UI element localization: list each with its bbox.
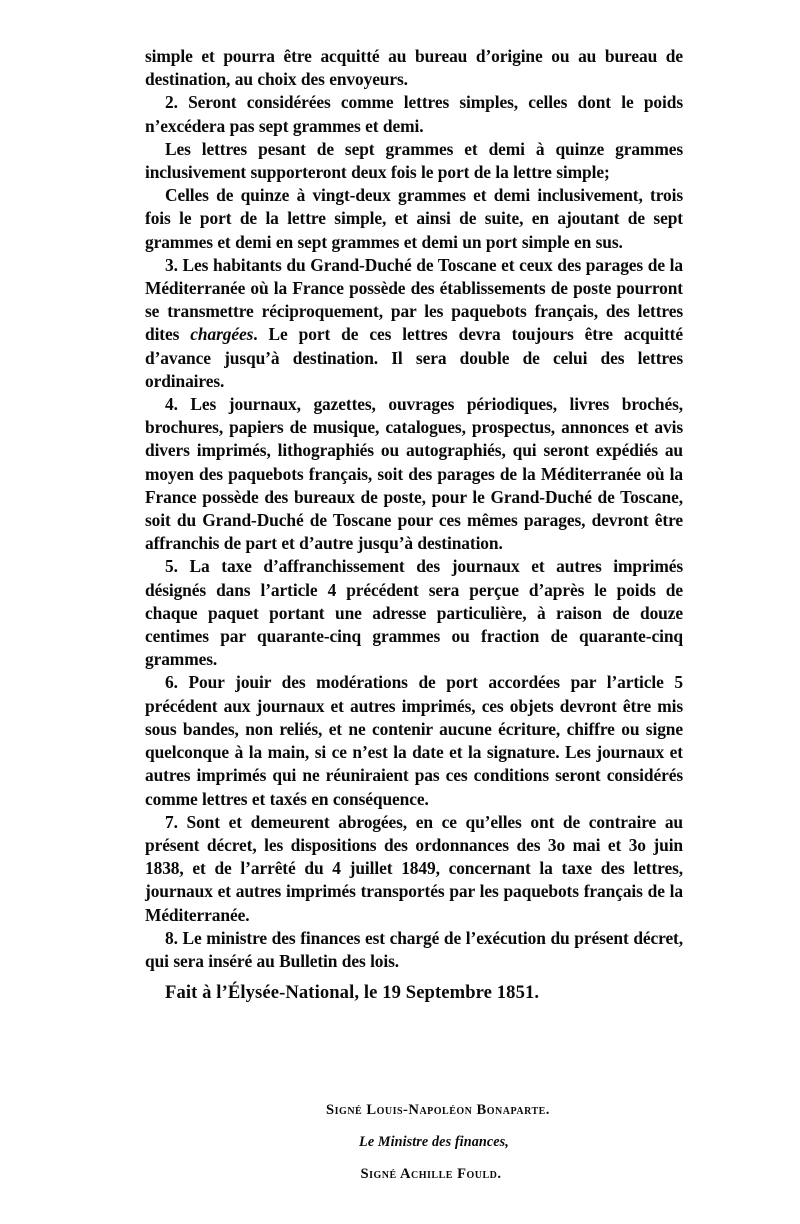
document-text-block (145, 45, 683, 1006)
paragraph-celles-de-quinze: Celles de quinze à vingt-deux grammes et demi inclusivement, trois fois le port de la lettre simple, et ainsi de suite, en ajoutant de sept grammes et demi en sept grammes et demi un port simple en sus. (145, 185, 683, 252)
paragraph-article-7: 7. Sont et demeurent abrogées, en ce qu’elles ont de contraire au présent décret, les dispositions des ordonnances des 3o mai et 3o juin 1838, et de l’arrêté du 4 juillet 1849, concernant la taxe des lettres, journaux et autres imprimés transportés par les paquebots français de la Méditerranée. (145, 811, 683, 925)
paragraph-article-8: 8. Le ministre des finances est chargé de l’exécution du présent décret, qui sera inséré au Bulletin des lois. (145, 927, 683, 971)
paragraph-article-3-text-before: 3. Les habitants du Grand-Duché de Toscane et ceux des parages de la Méditerranée où la France possède des établissements de poste pourront se transmettre réciproquement, par les paquebots français, des lettres dites (145, 254, 683, 345)
paragraph-article-3 (145, 254, 683, 393)
closing-date-line: Fait à l’Élysée-National, le 19 Septembre 1851. (165, 982, 540, 1004)
paragraph-article-6: 6. Pour jouir des modérations de port accordées par l’article 5 précédent aux journaux et autres imprimés, ces objets devront être mis sous bandes, non reliés, et ne contenir aucune écriture, chiffre ou signe quelconque à la main, si ce n’est la date et la signature. Les journaux et autres imprimés qui ne réuniraient pas ces conditions seront considérés comme lettres et taxés en conséquence. (145, 672, 683, 809)
paragraph-continuation: simple et pourra être acquitté au bureau d’origine ou au bureau de destination, au choix des envoyeurs. (145, 46, 683, 90)
paragraph-article-3-text-after: . Le port de ces lettres devra toujours être acquitté d’avance jusqu’à destination. Il sera double de celui des lettres ordinaires. (145, 324, 683, 391)
paragraph-lettres-pesant: Les lettres pesant de sept grammes et demi à quinze grammes inclusivement supporteront deux fois le port de la lettre simple; (145, 138, 683, 183)
signature-minister: Signé Achille Fould. (360, 1166, 502, 1182)
italic-term-chargees: chargées (190, 324, 254, 345)
signature-minister-title: Le Ministre des finances, (359, 1134, 509, 1150)
signature-head-of-state: Signé Louis-Napoléon Bonaparte. (326, 1102, 550, 1118)
paragraph-article-2: 2. Seront considérées comme lettres simples, celles dont le poids n’excédera pas sept grammes et demi. (145, 92, 683, 136)
paragraph-article-5: 5. La taxe d’affranchissement des journaux et autres imprimés désignés dans l’article 4 précédent sera perçue d’après le poids de chaque paquet portant une adresse particulière, à raison de douze centimes par quarante-cinq grammes ou fraction de quarante-cinq grammes. (145, 556, 683, 670)
signature-block (145, 1098, 683, 1187)
paragraph-article-4: 4. Les journaux, gazettes, ouvrages périodiques, livres brochés, brochures, papiers de musique, catalogues, prospectus, annonces et avis divers imprimés, lithographiés ou autographiés, qui seront expédiés au moyen des paquebots français, soit des parages de la Méditerranée où la France possède des bureaux de poste, pour le Grand-Duché de Toscane, soit du Grand-Duché de Toscane pour ces mêmes parages, devront être affranchis de part et d’autre jusqu’à destination. (145, 394, 683, 554)
